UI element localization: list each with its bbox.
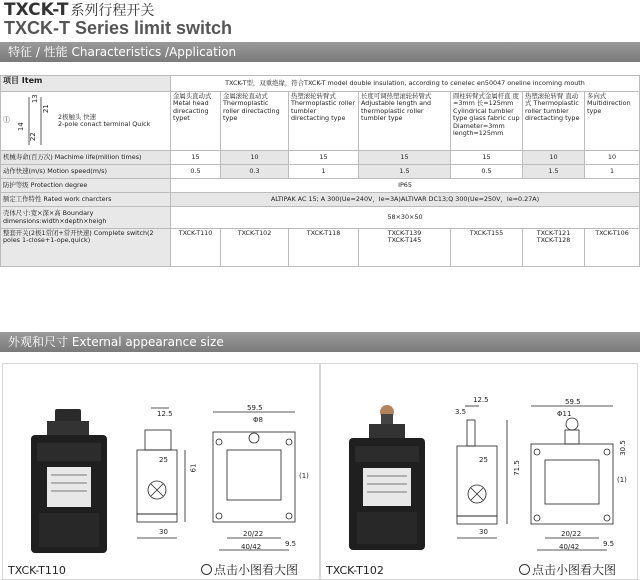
dim-label: 20/22 [243,530,264,538]
terminal-cell [1,92,171,151]
life-value: 10 [221,151,289,165]
table-row-item [1,76,640,92]
terminal-num-13: 13 [30,94,39,104]
speed-label: 动作快速(m/s) Motion speed(m/s) [1,165,171,179]
speed-value: 1 [585,165,640,179]
speed-value: 1.5 [359,165,451,179]
type-cell: 金属头直动式 Metal head direcacting typet [171,92,221,151]
dim-label: 61 [189,463,198,473]
type-cell: 金属滚轮直动式 Thermoplastic roller directacting type [221,92,289,151]
model-label: TXCK-T110 [8,564,66,577]
table-row-life [1,151,640,165]
dims-value: 58×30×50 [171,207,640,229]
type-cell: 热塑滚轮转臂 直动式 Thermoplastic roller tumbler directacting type [523,92,585,151]
zoom-link-text: 点击小图看大图 [214,563,299,577]
magnifier-icon [201,564,212,575]
zoom-link[interactable] [201,561,298,578]
life-value: 10 [523,151,585,165]
table-row-protection [1,179,640,193]
item-desc: TXCK-T型，双重绝缘，符合TXCK-T model double insulation, according to cenelec en50047 oneline incoming mouth [171,76,640,92]
type-cell: 多向式 Multidirection type [585,92,640,151]
terminal-num-14: 14 [16,122,25,132]
dim-label: 59.5 [247,404,263,412]
dimension-drawing [123,392,319,564]
rated-value: ALTIPAK AC 15; A 300(Ue=240V，Ie=3A)ALTIVAR DC13;Q 300(Ue=250V，Ie=0.27A) [171,193,640,207]
dim-label: (1) [299,472,309,480]
type-cell: 长度可调热塑滚轮转臂式 Adjustable length and thermoplastic roller tumbler type [359,92,451,151]
dim-label: 12.5 [157,410,173,418]
terminal-numeral: Ⓘ [3,116,10,125]
zoom-link[interactable] [519,561,616,578]
dim-label: Φ11 [557,410,572,418]
life-value: 15 [289,151,359,165]
complete-value: TXCK-T110 [171,229,221,267]
rated-label: 额定工作特性 Rated work charcters [1,193,171,207]
dim-label: 3.5 [455,408,467,416]
speed-value: 0.5 [171,165,221,179]
protection-value: IP65 [171,179,640,193]
dim-label: 40/42 [559,543,580,551]
complete-value: TXCK-T118 [289,229,359,267]
dim-label: 25 [479,456,488,464]
terminal-num-22: 22 [28,132,37,142]
table-row-rated [1,193,640,207]
table-row-complete [1,229,640,267]
complete-value: TXCK-T106 [585,229,640,267]
speed-value: 1.5 [523,165,585,179]
dim-label: Φ8 [253,416,263,424]
life-value: 15 [171,151,221,165]
magnifier-icon [519,564,530,575]
dims-label: 壳体尺寸:宽×深×高 Boundary dimensions:width×depth×heigh [1,207,171,229]
product-photo[interactable] [339,404,435,554]
speed-value: 1 [289,165,359,179]
table-row-speed [1,165,640,179]
life-value: 10 [585,151,640,165]
complete-value: TXCK-T155 [451,229,523,267]
spec-table [0,75,640,267]
life-label: 机械寿命(百万次) Machime life(million times) [1,151,171,165]
dim-label: (1) [617,476,627,484]
dim-label: 30 [479,528,488,536]
dim-label: 30 [159,528,168,536]
model-label: TXCK-T102 [326,564,384,577]
page-subtitle: TXCK-T Series limit switch [4,18,233,38]
product-panel-t110 [2,363,320,580]
page-title: TXCK-T 系列行程开关 [4,0,155,20]
complete-value: TXCK-T102 [221,229,289,267]
dim-label: 20/22 [561,530,582,538]
dimension-drawing [441,392,637,564]
section-bar-appearance: 外观和尺寸 External appearance size [0,332,640,352]
dim-label: 9.5 [603,540,615,548]
terminal-label-en: 2-pole conact terminal Quick [58,120,151,128]
product-photo[interactable] [25,409,113,557]
complete-label: 整套开关(2极1常闭+常开快速) Complete switch(2 poles 1-close+1-ope,quick) [1,229,171,267]
terminal-label-cn: 2极触头 快速 [58,112,97,121]
complete-value: TXCK-T139 TXCK-T145 [359,229,451,267]
speed-value: 0.3 [221,165,289,179]
terminal-num-21: 21 [41,104,50,114]
life-value: 15 [359,151,451,165]
dim-label: 30.5 [618,440,627,456]
section-bar-characteristics: 特征 / 性能 Characteristics /Application [0,42,640,62]
zoom-link-text: 点击小图看大图 [532,563,617,577]
item-label: 项目 Item [1,76,171,92]
dim-label: 9.5 [285,540,297,548]
table-row-types [1,92,640,151]
table-row-dims [1,207,640,229]
life-value: 15 [451,151,523,165]
type-cell: 圆柱转臂式金属杆直 度=3mm 长=125mm Cylindrical tumbler type glass fabric cup Diameter=3mm length=125mm [451,92,523,151]
product-panel-t102 [320,363,638,580]
dim-label: 59.5 [565,398,581,406]
complete-value: TXCK-T121 TXCK-T128 [523,229,585,267]
terminal-diagram [13,93,55,149]
dim-label: 71.5 [512,460,521,476]
speed-value: 0.5 [451,165,523,179]
dim-label: 40/42 [241,543,262,551]
protection-label: 防护等级 Protection degree [1,179,171,193]
dim-label: 12.5 [473,396,489,404]
dim-label: 25 [159,456,168,464]
type-cell: 热塑滚轮转臂式 Thermoplastic roller tumbler directacting type [289,92,359,151]
